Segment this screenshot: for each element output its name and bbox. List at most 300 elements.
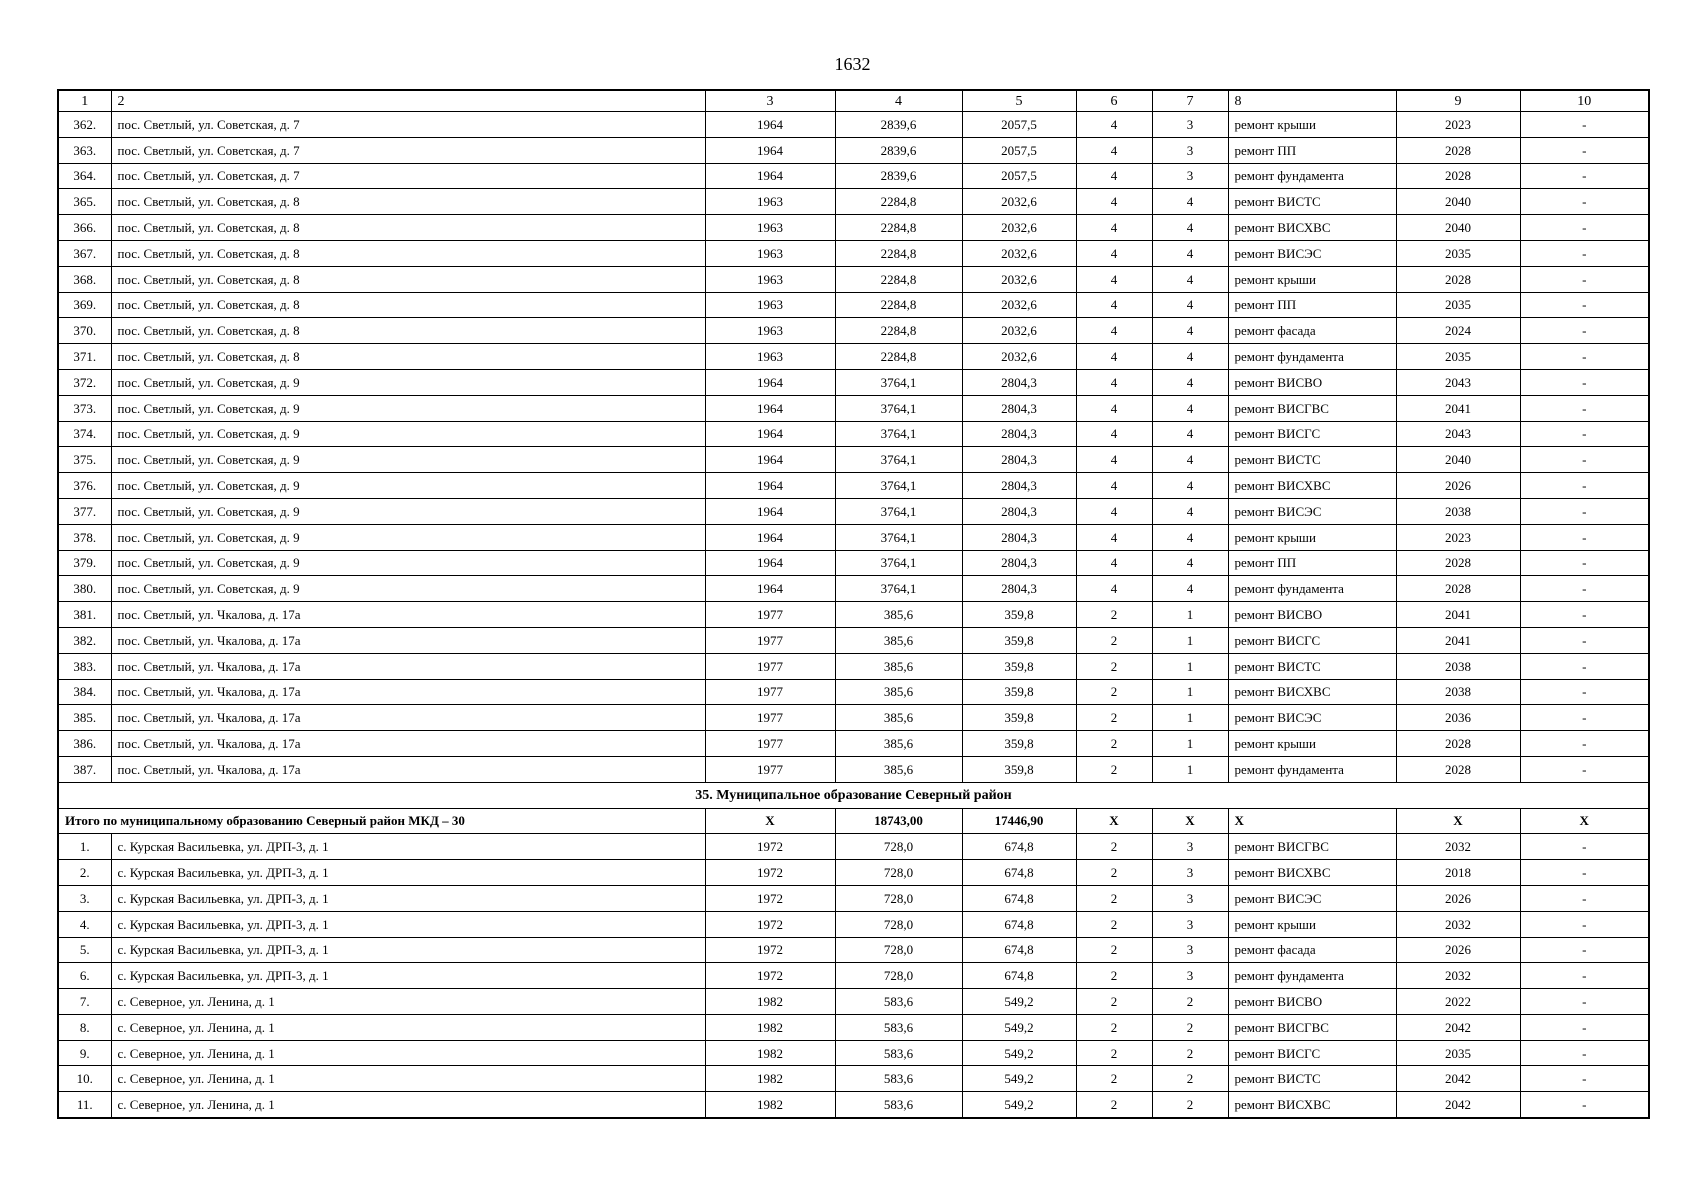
table-cell: ремонт ВИСХВС	[1228, 215, 1396, 241]
table-cell: 3764,1	[835, 576, 962, 602]
table-cell: 1982	[705, 1092, 835, 1118]
table-cell: 4	[1152, 318, 1228, 344]
table-cell: 1964	[705, 395, 835, 421]
table-cell: 2	[1076, 756, 1152, 782]
table-cell: 385,6	[835, 679, 962, 705]
table-cell: пос. Светлый, ул. Советская, д. 9	[111, 473, 705, 499]
table-cell: 4	[1152, 498, 1228, 524]
table-cell: 2032,6	[962, 266, 1076, 292]
table-cell: 2040	[1396, 447, 1520, 473]
table-cell: 2804,3	[962, 369, 1076, 395]
table-cell: 2057,5	[962, 112, 1076, 138]
table-cell: -	[1520, 1066, 1649, 1092]
table-cell: 386.	[58, 731, 111, 757]
table-cell: 1	[1152, 756, 1228, 782]
table-cell: с. Северное, ул. Ленина, д. 1	[111, 1092, 705, 1118]
table-cell: пос. Светлый, ул. Советская, д. 9	[111, 550, 705, 576]
table-cell: 3764,1	[835, 524, 962, 550]
table-cell: 2032,6	[962, 240, 1076, 266]
table-cell: с. Северное, ул. Ленина, д. 1	[111, 1040, 705, 1066]
table-cell: 359,8	[962, 705, 1076, 731]
column-header: 6	[1076, 90, 1152, 112]
table-cell: 385,6	[835, 731, 962, 757]
table-cell: 1964	[705, 112, 835, 138]
table-cell: с. Курская Васильевка, ул. ДРП-3, д. 1	[111, 885, 705, 911]
table-cell: 674,8	[962, 963, 1076, 989]
table-cell: пос. Светлый, ул. Чкалова, д. 17а	[111, 627, 705, 653]
table-cell: 1	[1152, 731, 1228, 757]
total-cell: X	[1076, 808, 1152, 834]
table-cell: -	[1520, 602, 1649, 628]
table-cell: 382.	[58, 627, 111, 653]
table-cell: 2284,8	[835, 266, 962, 292]
table-row	[58, 731, 1649, 757]
table-cell: ремонт ВИСЭС	[1228, 498, 1396, 524]
table-cell: 2043	[1396, 421, 1520, 447]
table-cell: 1963	[705, 344, 835, 370]
table-cell: 2023	[1396, 112, 1520, 138]
table-cell: 1972	[705, 937, 835, 963]
table-cell: пос. Светлый, ул. Советская, д. 9	[111, 447, 705, 473]
column-header: 2	[111, 90, 705, 112]
table-cell: -	[1520, 834, 1649, 860]
table-cell: 728,0	[835, 963, 962, 989]
table-cell: 2028	[1396, 731, 1520, 757]
table-cell: 4	[1152, 292, 1228, 318]
table-row	[58, 1066, 1649, 1092]
table-cell: 4	[1076, 447, 1152, 473]
column-header: 3	[705, 90, 835, 112]
table-cell: 4	[1076, 473, 1152, 499]
table-cell: 2043	[1396, 369, 1520, 395]
column-header: 8	[1228, 90, 1396, 112]
table-cell: 2036	[1396, 705, 1520, 731]
table-cell: 2	[1152, 1092, 1228, 1118]
table-cell: 4	[1152, 447, 1228, 473]
table-cell: 1982	[705, 1066, 835, 1092]
table-cell: ремонт ПП	[1228, 137, 1396, 163]
table-cell: 2	[1076, 1092, 1152, 1118]
page-number: 1632	[834, 54, 871, 74]
table-cell: 4.	[58, 911, 111, 937]
table-cell: 2284,8	[835, 292, 962, 318]
table-cell: 1.	[58, 834, 111, 860]
table-cell: 2057,5	[962, 163, 1076, 189]
table-cell: 2028	[1396, 163, 1520, 189]
table-cell: 2	[1076, 989, 1152, 1015]
table-cell: 1972	[705, 834, 835, 860]
table-cell: -	[1520, 911, 1649, 937]
table-cell: ремонт крыши	[1228, 266, 1396, 292]
table-cell: пос. Светлый, ул. Советская, д. 9	[111, 498, 705, 524]
table-cell: 377.	[58, 498, 111, 524]
table-cell: -	[1520, 1092, 1649, 1118]
table-cell: с. Северное, ул. Ленина, д. 1	[111, 1066, 705, 1092]
table-cell: 3	[1152, 834, 1228, 860]
table-cell: ремонт крыши	[1228, 524, 1396, 550]
table-cell: 359,8	[962, 653, 1076, 679]
total-cell: X	[1228, 808, 1396, 834]
table-cell: пос. Светлый, ул. Советская, д. 7	[111, 112, 705, 138]
table-cell: 2026	[1396, 473, 1520, 499]
table-row	[58, 550, 1649, 576]
table-cell: 3.	[58, 885, 111, 911]
table-cell: ремонт крыши	[1228, 731, 1396, 757]
table-cell: 1982	[705, 1014, 835, 1040]
table-cell: -	[1520, 989, 1649, 1015]
table-cell: 3	[1152, 163, 1228, 189]
table-cell: 370.	[58, 318, 111, 344]
table-row	[58, 447, 1649, 473]
table-cell: ремонт фундамента	[1228, 963, 1396, 989]
table-cell: 2	[1076, 1014, 1152, 1040]
table-cell: 1964	[705, 524, 835, 550]
table-cell: 2	[1076, 834, 1152, 860]
table-cell: ремонт ВИСХВС	[1228, 679, 1396, 705]
table-cell: 380.	[58, 576, 111, 602]
table-cell: 728,0	[835, 911, 962, 937]
table-cell: 3764,1	[835, 395, 962, 421]
table-cell: 4	[1076, 524, 1152, 550]
table-cell: 385,6	[835, 627, 962, 653]
table-cell: 1963	[705, 318, 835, 344]
table-cell: 378.	[58, 524, 111, 550]
table-cell: ремонт ВИСГС	[1228, 627, 1396, 653]
table-cell: ремонт ВИСГС	[1228, 421, 1396, 447]
table-row	[58, 524, 1649, 550]
table-cell: 4	[1152, 576, 1228, 602]
table-cell: ремонт ВИСВО	[1228, 369, 1396, 395]
table-cell: 4	[1076, 163, 1152, 189]
table-cell: ремонт ВИСТС	[1228, 189, 1396, 215]
table-cell: 381.	[58, 602, 111, 628]
table-cell: -	[1520, 937, 1649, 963]
table-cell: 1964	[705, 447, 835, 473]
table-cell: 2040	[1396, 189, 1520, 215]
table-cell: 2	[1076, 860, 1152, 886]
table-cell: 2839,6	[835, 137, 962, 163]
table-cell: -	[1520, 498, 1649, 524]
table-cell: 2032	[1396, 911, 1520, 937]
table-cell: 2839,6	[835, 112, 962, 138]
table-cell: 2032,6	[962, 189, 1076, 215]
table-cell: -	[1520, 421, 1649, 447]
table-cell: 3764,1	[835, 550, 962, 576]
table-cell: 4	[1076, 344, 1152, 370]
table-cell: 2028	[1396, 137, 1520, 163]
table-row	[58, 1014, 1649, 1040]
table-cell: ремонт ВИСГВС	[1228, 395, 1396, 421]
table-cell: -	[1520, 292, 1649, 318]
table-cell: 2042	[1396, 1092, 1520, 1118]
table-cell: -	[1520, 885, 1649, 911]
table-cell: 1964	[705, 137, 835, 163]
table-cell: 2	[1076, 653, 1152, 679]
table-cell: 373.	[58, 395, 111, 421]
table-cell: 1972	[705, 860, 835, 886]
table-cell: 3764,1	[835, 473, 962, 499]
table-cell: 583,6	[835, 1066, 962, 1092]
table-cell: с. Северное, ул. Ленина, д. 1	[111, 1014, 705, 1040]
table-cell: 4	[1076, 240, 1152, 266]
table-row	[58, 834, 1649, 860]
table-cell: -	[1520, 705, 1649, 731]
table-cell: -	[1520, 653, 1649, 679]
table-cell: пос. Светлый, ул. Чкалова, д. 17а	[111, 756, 705, 782]
table-cell: 4	[1076, 421, 1152, 447]
table-cell: 2057,5	[962, 137, 1076, 163]
total-cell: X	[705, 808, 835, 834]
table-row	[58, 705, 1649, 731]
column-header: 4	[835, 90, 962, 112]
column-header: 5	[962, 90, 1076, 112]
table-cell: -	[1520, 679, 1649, 705]
table-cell: ремонт ВИСЭС	[1228, 885, 1396, 911]
table-cell: 3764,1	[835, 498, 962, 524]
table-cell: ремонт ВИСЭС	[1228, 240, 1396, 266]
table-cell: 549,2	[962, 1040, 1076, 1066]
table-cell: 1977	[705, 756, 835, 782]
table-cell: 385.	[58, 705, 111, 731]
table-cell: 365.	[58, 189, 111, 215]
table-cell: -	[1520, 240, 1649, 266]
table-body	[58, 90, 1649, 1118]
table-cell: 2040	[1396, 215, 1520, 241]
table-cell: 359,8	[962, 679, 1076, 705]
table-cell: 4	[1076, 318, 1152, 344]
table-cell: 4	[1076, 137, 1152, 163]
table-cell: 371.	[58, 344, 111, 370]
table-cell: с. Курская Васильевка, ул. ДРП-3, д. 1	[111, 911, 705, 937]
table-cell: 2041	[1396, 627, 1520, 653]
table-cell: 2035	[1396, 240, 1520, 266]
table-cell: -	[1520, 963, 1649, 989]
table-row	[58, 292, 1649, 318]
table-row	[58, 266, 1649, 292]
table-cell: 2035	[1396, 292, 1520, 318]
table-cell: 1977	[705, 705, 835, 731]
table-cell: 4	[1076, 189, 1152, 215]
table-cell: ремонт крыши	[1228, 112, 1396, 138]
table-cell: пос. Светлый, ул. Советская, д. 8	[111, 344, 705, 370]
table-cell: -	[1520, 576, 1649, 602]
table-cell: 4	[1076, 550, 1152, 576]
table-cell: 374.	[58, 421, 111, 447]
table-row	[58, 215, 1649, 241]
table-cell: 1963	[705, 292, 835, 318]
table-cell: 385,6	[835, 653, 962, 679]
table-cell: 674,8	[962, 860, 1076, 886]
table-cell: 3764,1	[835, 369, 962, 395]
table-cell: 4	[1152, 473, 1228, 499]
table-cell: 2804,3	[962, 524, 1076, 550]
table-cell: 1972	[705, 911, 835, 937]
table-row	[58, 163, 1649, 189]
total-cell: 18743,00	[835, 808, 962, 834]
table-cell: ремонт ВИСТС	[1228, 653, 1396, 679]
table-cell: 359,8	[962, 602, 1076, 628]
table-cell: 2032,6	[962, 318, 1076, 344]
table-cell: 2	[1076, 1066, 1152, 1092]
table-cell: 1982	[705, 1040, 835, 1066]
table-cell: -	[1520, 627, 1649, 653]
table-cell: 385,6	[835, 705, 962, 731]
table-cell: 1964	[705, 576, 835, 602]
table-cell: 2804,3	[962, 498, 1076, 524]
table-cell: ремонт ВИСГВС	[1228, 1014, 1396, 1040]
table-cell: 4	[1152, 421, 1228, 447]
table-cell: 375.	[58, 447, 111, 473]
table-cell: 3	[1152, 911, 1228, 937]
column-header: 7	[1152, 90, 1228, 112]
table-cell: ремонт ПП	[1228, 292, 1396, 318]
table-cell: ремонт фундамента	[1228, 163, 1396, 189]
table-cell: ремонт фундамента	[1228, 576, 1396, 602]
table-cell: 1963	[705, 215, 835, 241]
table-cell: ремонт ВИСВО	[1228, 602, 1396, 628]
table-cell: 387.	[58, 756, 111, 782]
table-cell: с. Северное, ул. Ленина, д. 1	[111, 989, 705, 1015]
table-cell: 2284,8	[835, 318, 962, 344]
table-cell: 2	[1076, 1040, 1152, 1066]
table-cell: 2032,6	[962, 215, 1076, 241]
table-cell: -	[1520, 1040, 1649, 1066]
table-cell: 4	[1076, 369, 1152, 395]
table-cell: 2	[1076, 602, 1152, 628]
table-cell: 2	[1076, 705, 1152, 731]
table-cell: 2	[1076, 911, 1152, 937]
table-cell: 8.	[58, 1014, 111, 1040]
table-cell: 9.	[58, 1040, 111, 1066]
table-cell: -	[1520, 731, 1649, 757]
table-cell: -	[1520, 266, 1649, 292]
table-row	[58, 937, 1649, 963]
table-cell: 728,0	[835, 937, 962, 963]
table-cell: 2028	[1396, 550, 1520, 576]
table-cell: 363.	[58, 137, 111, 163]
table-cell: 3764,1	[835, 421, 962, 447]
table-cell: 2284,8	[835, 344, 962, 370]
table-cell: 2032,6	[962, 292, 1076, 318]
table-cell: 2804,3	[962, 576, 1076, 602]
table-cell: ремонт крыши	[1228, 911, 1396, 937]
table-cell: 1964	[705, 421, 835, 447]
table-row	[58, 885, 1649, 911]
table-cell: 2024	[1396, 318, 1520, 344]
table-cell: 2038	[1396, 679, 1520, 705]
table-cell: 1964	[705, 473, 835, 499]
table-row	[58, 679, 1649, 705]
table-cell: -	[1520, 756, 1649, 782]
table-cell: -	[1520, 524, 1649, 550]
table-cell: -	[1520, 860, 1649, 886]
table-cell: 2042	[1396, 1014, 1520, 1040]
table-cell: 2	[1076, 679, 1152, 705]
column-header: 1	[58, 90, 111, 112]
table-cell: 379.	[58, 550, 111, 576]
table-cell: ремонт ВИСХВС	[1228, 1092, 1396, 1118]
table-cell: 3	[1152, 112, 1228, 138]
table-cell: 1977	[705, 627, 835, 653]
table-cell: 6.	[58, 963, 111, 989]
table-row	[58, 627, 1649, 653]
table-cell: 2	[1076, 731, 1152, 757]
table-cell: 674,8	[962, 885, 1076, 911]
table-row	[58, 344, 1649, 370]
table-cell: 583,6	[835, 1092, 962, 1118]
table-row	[58, 473, 1649, 499]
table-cell: 4	[1076, 498, 1152, 524]
table-cell: 4	[1152, 344, 1228, 370]
table-cell: 4	[1152, 524, 1228, 550]
table-cell: -	[1520, 163, 1649, 189]
table-cell: 2028	[1396, 576, 1520, 602]
table-row	[58, 112, 1649, 138]
table-cell: с. Курская Васильевка, ул. ДРП-3, д. 1	[111, 834, 705, 860]
table-cell: 2032	[1396, 834, 1520, 860]
table-cell: 362.	[58, 112, 111, 138]
total-cell: X	[1152, 808, 1228, 834]
table-cell: 368.	[58, 266, 111, 292]
table-row	[58, 1092, 1649, 1118]
table-row	[58, 421, 1649, 447]
table-cell: 1977	[705, 679, 835, 705]
table-cell: ремонт ВИСЭС	[1228, 705, 1396, 731]
table-cell: -	[1520, 137, 1649, 163]
table-cell: 367.	[58, 240, 111, 266]
column-header: 10	[1520, 90, 1649, 112]
repair-schedule-table	[57, 89, 1650, 1119]
table-cell: 1972	[705, 885, 835, 911]
table-cell: 3	[1152, 137, 1228, 163]
table-cell: пос. Светлый, ул. Советская, д. 8	[111, 240, 705, 266]
table-row	[58, 860, 1649, 886]
table-cell: 2028	[1396, 266, 1520, 292]
table-cell: 3	[1152, 860, 1228, 886]
table-cell: 1	[1152, 705, 1228, 731]
table-cell: 728,0	[835, 834, 962, 860]
table-cell: 2	[1152, 1014, 1228, 1040]
table-cell: -	[1520, 318, 1649, 344]
table-cell: ремонт ВИСТС	[1228, 1066, 1396, 1092]
table-cell: 4	[1152, 240, 1228, 266]
table-cell: 2839,6	[835, 163, 962, 189]
total-cell: X	[1396, 808, 1520, 834]
table-cell: ремонт ВИСТС	[1228, 447, 1396, 473]
table-row	[58, 602, 1649, 628]
table-row	[58, 756, 1649, 782]
table-cell: 2018	[1396, 860, 1520, 886]
section-title-row	[58, 782, 1649, 808]
table-cell: -	[1520, 447, 1649, 473]
table-cell: 2032	[1396, 963, 1520, 989]
table-row	[58, 369, 1649, 395]
table-cell: пос. Светлый, ул. Советская, д. 8	[111, 318, 705, 344]
section-title: 35. Муниципальное образование Северный район	[58, 782, 1649, 808]
table-cell: пос. Светлый, ул. Советская, д. 9	[111, 576, 705, 602]
table-cell: 549,2	[962, 989, 1076, 1015]
table-cell: 1	[1152, 679, 1228, 705]
table-cell: ремонт ВИСХВС	[1228, 473, 1396, 499]
table-cell: 359,8	[962, 627, 1076, 653]
table-cell: 2	[1152, 989, 1228, 1015]
table-cell: 2804,3	[962, 421, 1076, 447]
table-cell: 1977	[705, 602, 835, 628]
table-cell: -	[1520, 215, 1649, 241]
table-cell: 4	[1152, 369, 1228, 395]
table-cell: 2	[1076, 963, 1152, 989]
total-label: Итого по муниципальному образованию Северный район МКД – 30	[58, 808, 705, 834]
